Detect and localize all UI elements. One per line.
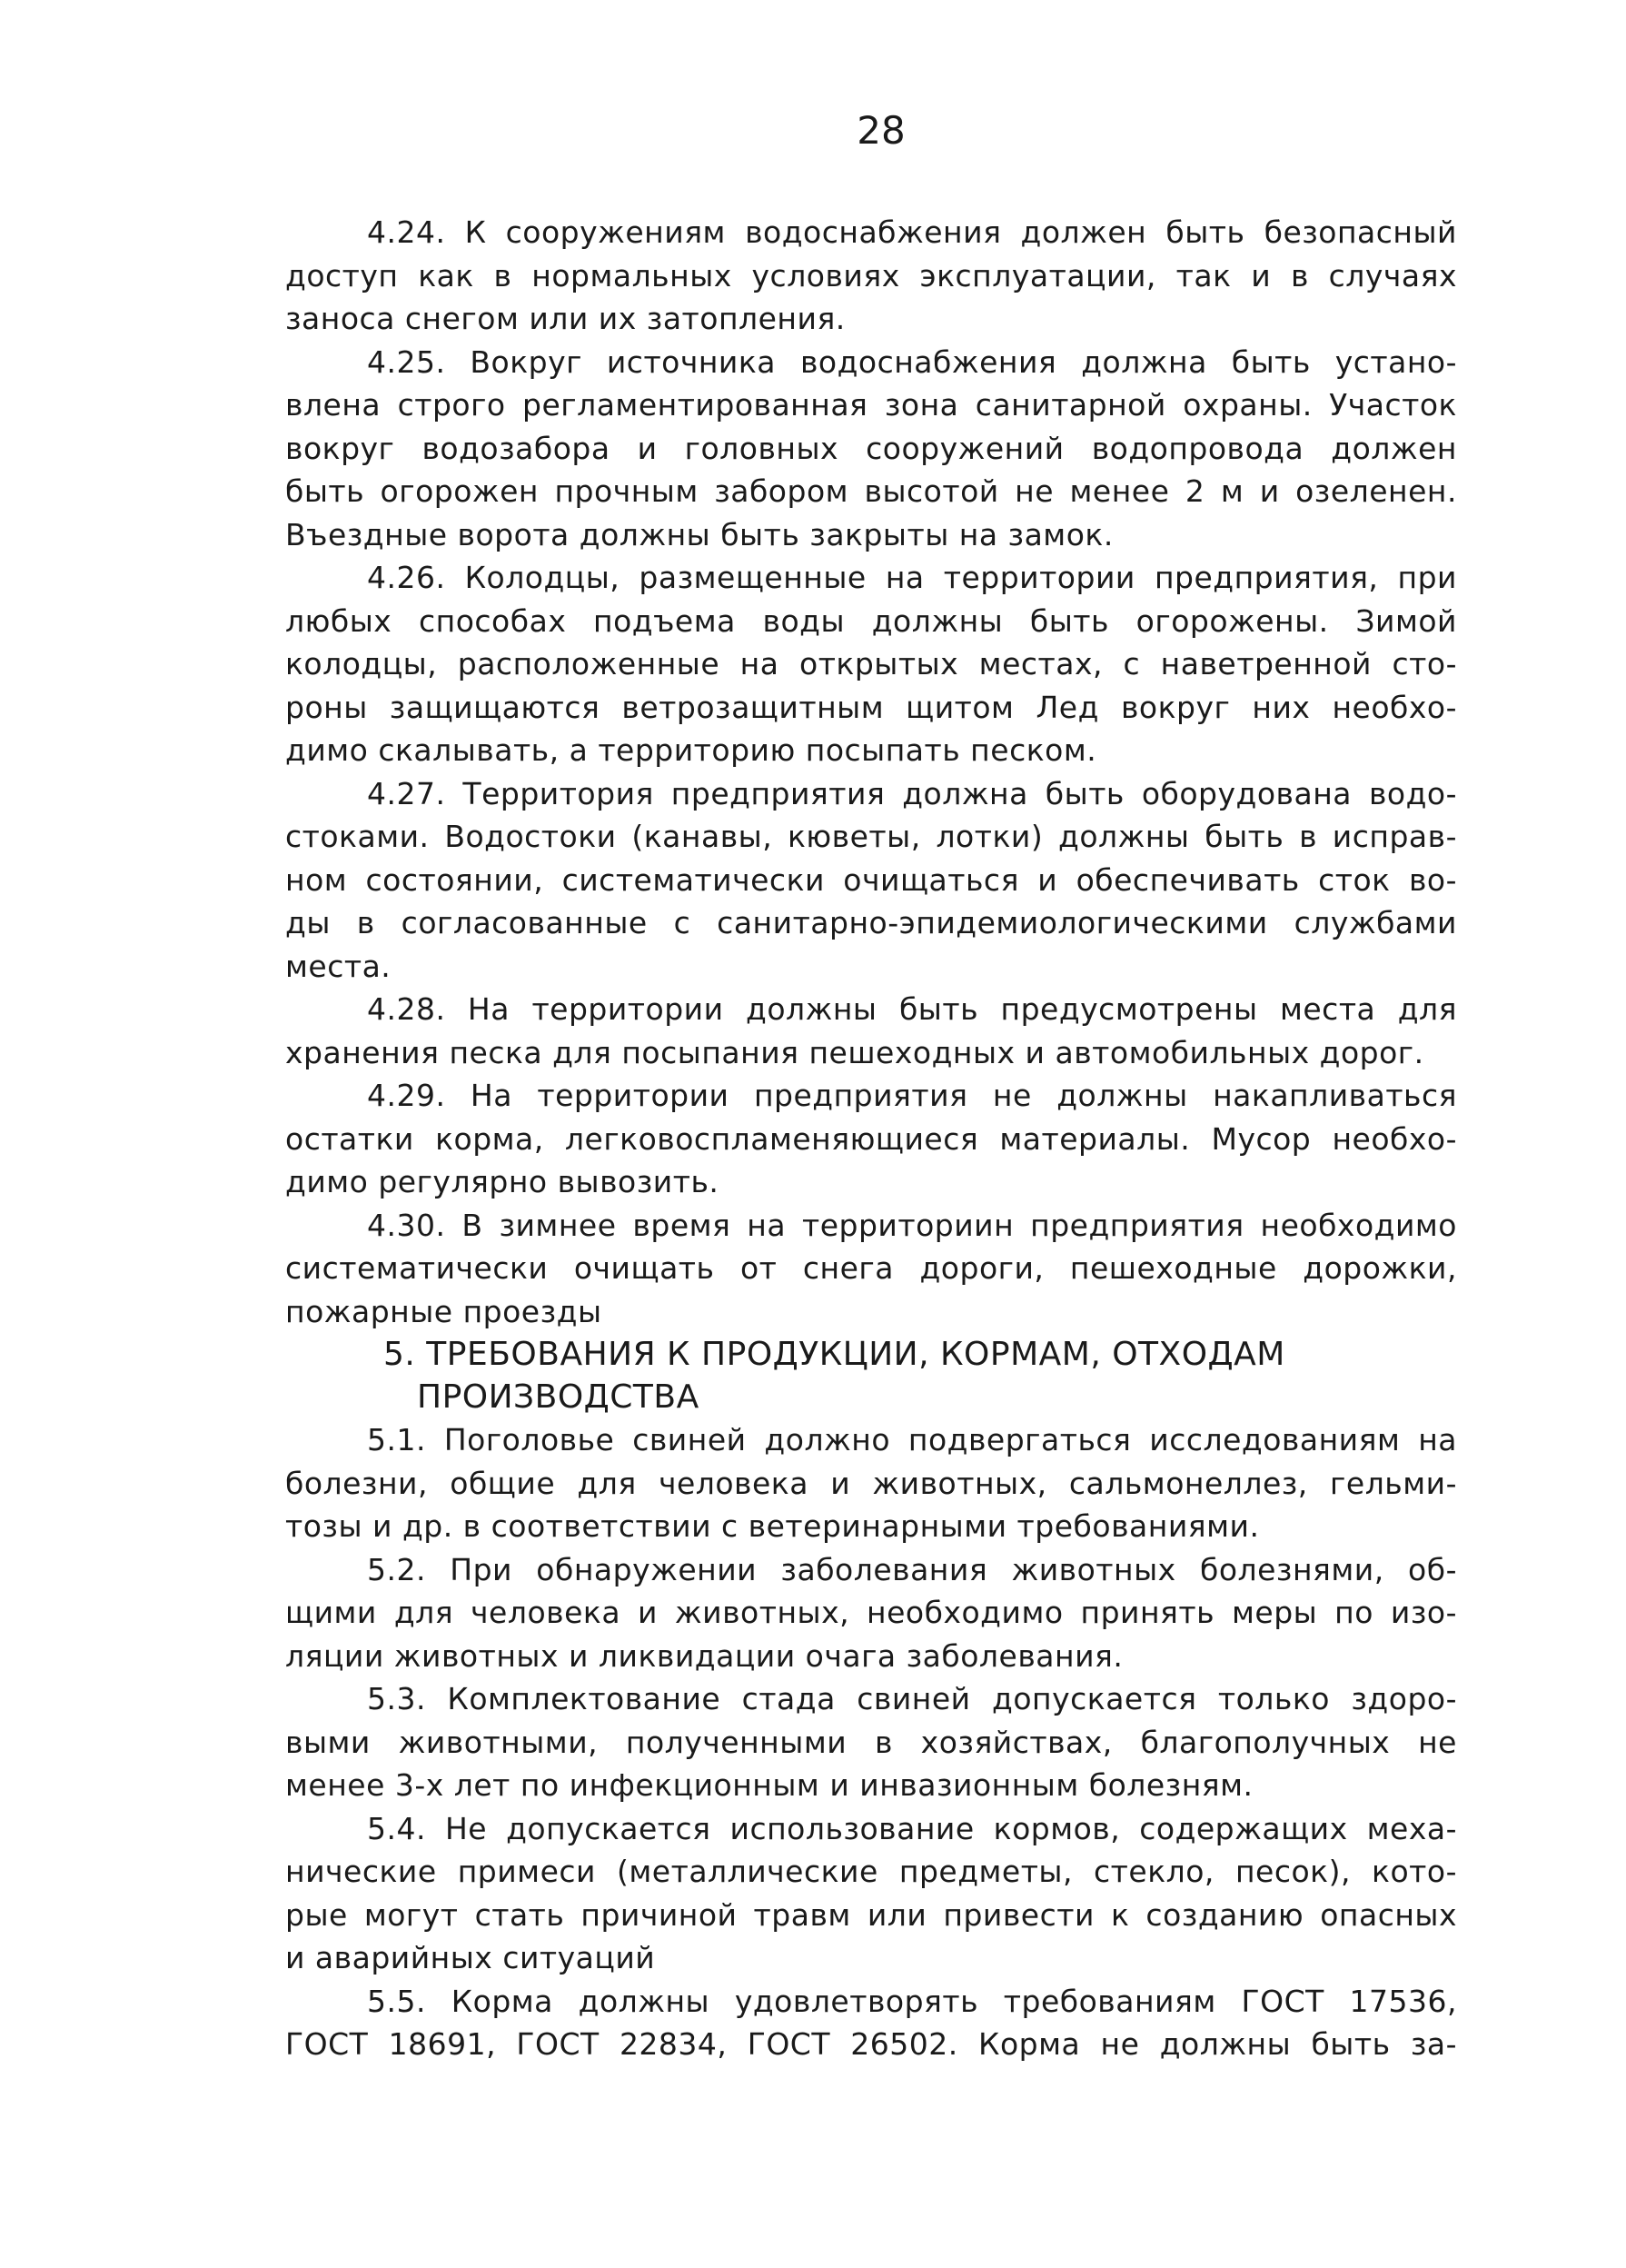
paragraph-line: ГОСТ 18691, ГОСТ 22834, ГОСТ 26502. Корма не должны быть за- (285, 2026, 1457, 2062)
paragraph-line: 4.29. На территории предприятия не должны накапливаться (367, 1078, 1457, 1113)
paragraph-line: 4.27. Территория предприятия должна быть оборудована водо- (367, 775, 1457, 811)
paragraph-line: Въездные ворота должны быть закрыты на замок. (285, 516, 1114, 552)
paragraph-line: влена строго регламентированная зона санитарной охраны. Участок (285, 387, 1457, 423)
paragraph-line: 4.30. В зимнее время на территориин предприятия необходимо (367, 1207, 1457, 1243)
section-heading-line: 5. ТРЕБОВАНИЯ К ПРОДУКЦИИ, КОРМАМ, ОТХОДАМ (383, 1336, 1285, 1373)
paragraph-4-27 (285, 772, 1457, 989)
paragraph-line: доступ как в нормальных условиях эксплуатации, так и в случаях (285, 257, 1457, 293)
paragraph-line: ляции животных и ликвидации очага заболевания. (285, 1637, 1124, 1674)
paragraph-5-4 (285, 1807, 1457, 1980)
paragraph-line: ном состоянии, систематически очищаться и обеспечивать сток во- (285, 861, 1457, 898)
paragraph-line: колодцы, расположенные на открытых местах, с наветренной сто- (285, 646, 1457, 681)
paragraph-line: менее 3-х лет по инфекционным и инвазионным болезням. (285, 1767, 1254, 1803)
paragraph-line: 5.5. Корма должны удовлетворять требованиям ГОСТ 17536, (367, 1983, 1457, 2019)
paragraph-line: 5.3. Комплектование стада свиней допускается только здоро- (367, 1681, 1457, 1716)
paragraph-5-1 (285, 1418, 1457, 1548)
paragraph-5-3 (285, 1677, 1457, 1807)
paragraph-line: димо скалывать, а территорию посыпать песком. (285, 732, 1097, 768)
paragraph-line: хранения песка для посыпания пешеходных и автомобильных дорог. (285, 1034, 1424, 1070)
paragraph-line: быть огорожен прочным забором высотой не менее 2 м и озеленен. (285, 473, 1457, 509)
paragraph-line: любых способах подъема воды должны быть огорожены. Зимой (285, 602, 1457, 639)
paragraph-line: пожарные проезды (285, 1293, 602, 1329)
section-heading-line: ПРОИЗВОДСТВА (417, 1378, 699, 1416)
paragraph-line: болезни, общие для человека и животных, сальмонеллез, гельми- (285, 1465, 1457, 1501)
paragraph-line: нические примеси (металлические предметы, стекло, песок), кото- (285, 1854, 1457, 1889)
paragraph-line: стоками. Водостоки (канавы, кюветы, лотки) должны быть в исправ- (285, 819, 1457, 854)
paragraph-line: ды в согласованные с санитарно-эпидемиологическими службами (285, 905, 1457, 940)
paragraph-line: щими для человека и животных, необходимо принять меры по изо- (285, 1595, 1457, 1630)
paragraph-line: 4.28. На территории должны быть предусмотрены места для (367, 991, 1457, 1027)
paragraph-4-30 (285, 1204, 1457, 1334)
paragraph-4-28 (285, 988, 1457, 1074)
paragraph-line: тозы и др. в соответствии с ветеринарными требованиями. (285, 1508, 1260, 1544)
paragraph-line: 5.4. Не допускается использование кормов, содержащих меха- (367, 1810, 1457, 1846)
paragraph-line: 5.1. Поголовье свиней должно подвергаться исследованиям на (367, 1422, 1457, 1457)
paragraph-line: места. (285, 948, 392, 984)
paragraph-line: 4.24. К сооружениям водоснабжения должен быть безопасный (367, 214, 1457, 250)
paragraph-line: выми животными, полученными в хозяйствах, благополучных не (285, 1724, 1457, 1760)
paragraph-line: димо регулярно вывозить. (285, 1164, 719, 1199)
paragraph-line: рые могут стать причиной травм или привести к созданию опасных (285, 1896, 1457, 1933)
paragraph-5-2 (285, 1548, 1457, 1678)
body-text (285, 211, 1457, 2066)
paragraph-5-5 (285, 1980, 1457, 2066)
paragraph-line: остатки корма, легковоспламеняющиеся материалы. Мусор необхо- (285, 1120, 1457, 1157)
paragraph-line: 5.2. При обнаружении заболевания животных болезнями, об- (367, 1551, 1457, 1587)
paragraph-4-25 (285, 341, 1457, 557)
section-heading (285, 1333, 1457, 1418)
paragraph-4-24 (285, 211, 1457, 341)
paragraph-line: заноса снегом или их затопления. (285, 301, 846, 336)
paragraph-line: систематически очищать от снега дороги, пешеходные дорожки, (285, 1250, 1457, 1286)
paragraph-4-26 (285, 556, 1457, 772)
paragraph-line: роны защищаются ветрозащитным щитом Лед вокруг них необхо- (285, 689, 1457, 725)
paragraph-line: 4.25. Вокруг источника водоснабжения должна быть устано- (367, 343, 1457, 380)
page-number: 28 (857, 108, 906, 153)
paragraph-4-29 (285, 1074, 1457, 1204)
paragraph-line: и аварийных ситуаций (285, 1940, 656, 1975)
paragraph-line: вокруг водозабора и головных сооружений водопровода должен (285, 430, 1457, 466)
paragraph-line: 4.26. Колодцы, размещенные на территории предприятия, при (367, 560, 1457, 595)
